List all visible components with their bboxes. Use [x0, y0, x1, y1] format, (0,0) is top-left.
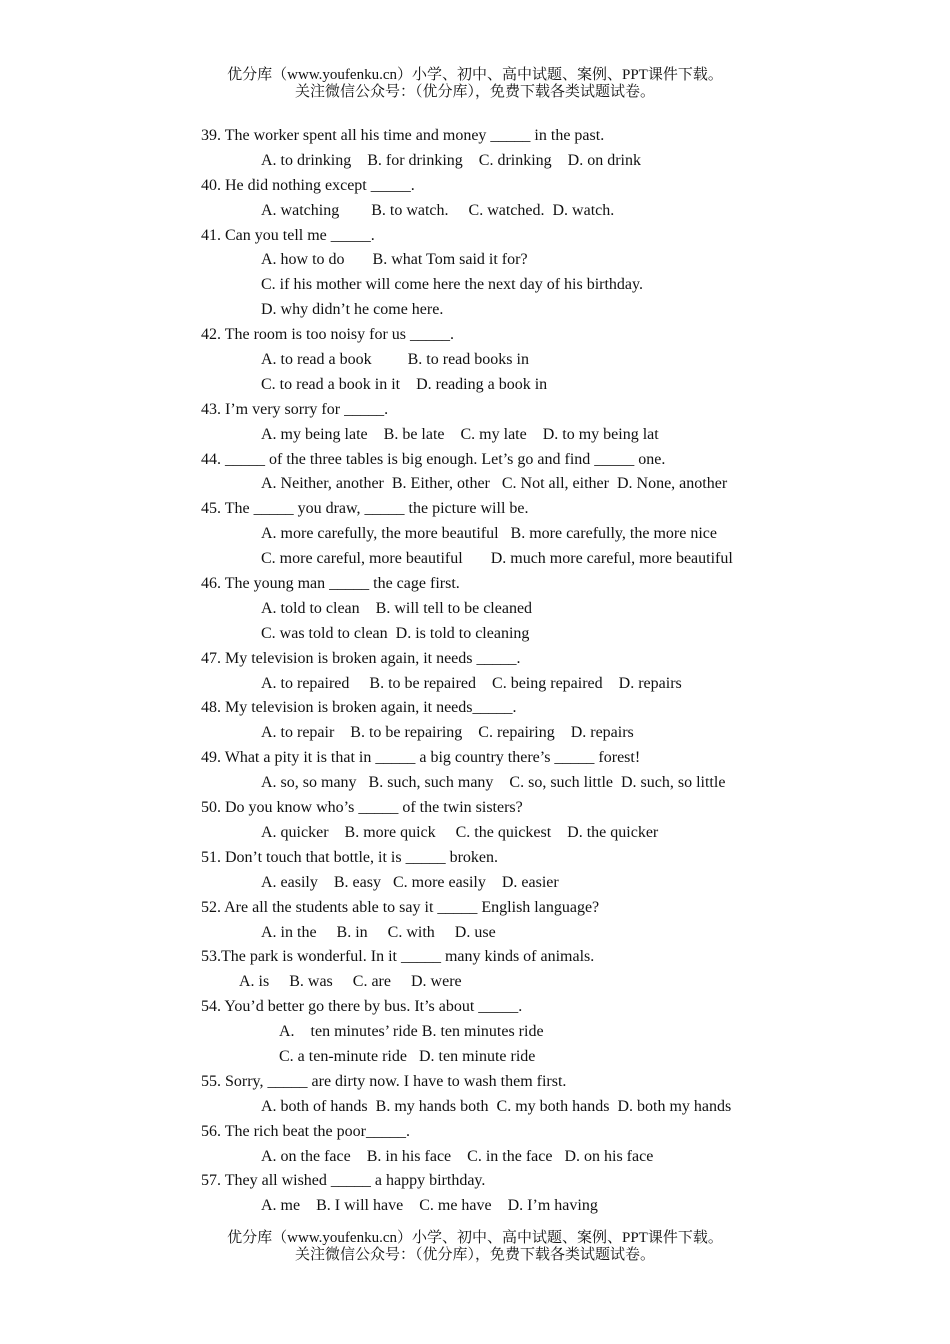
answer-options: A. to repair B. to be repairing C. repairing D. repairs: [261, 724, 634, 742]
answer-options: A. quicker B. more quick C. the quickest D. the quicker: [261, 823, 659, 841]
answer-options: A. on the face B. in his face C. in the face D. on his face: [261, 1147, 654, 1165]
question-stem: 55. Sorry, _____ are dirty now. I have to wash them first.: [201, 1072, 567, 1090]
question-stem: 42. The room is too noisy for us _____.: [201, 326, 455, 344]
answer-options: A. so, so many B. such, such many C. so, such little D. such, so little: [261, 774, 726, 792]
answer-options: D. why didn’t he come here.: [261, 301, 444, 319]
answer-options: A. told to clean B. will tell to be cleaned: [261, 599, 533, 617]
question-stem: 54. You’d better go there by bus. It’s about _____.: [201, 998, 523, 1016]
answer-options: A. to drinking B. for drinking C. drinking D. on drink: [261, 151, 641, 169]
answer-options: A. watching B. to watch. C. watched. D. watch.: [261, 201, 615, 219]
answer-options: C. if his mother will come here the next day of his birthday.: [261, 276, 643, 294]
question-stem: 49. What a pity it is that in _____ a big country there’s _____ forest!: [201, 749, 641, 767]
question-stem: 53.The park is wonderful. In it _____ many kinds of animals.: [201, 948, 595, 966]
question-stem: 51. Don’t touch that bottle, it is _____ broken.: [201, 848, 499, 866]
answer-options: C. was told to clean D. is told to cleaning: [261, 624, 530, 642]
footer-line-1: 优分库（www.youfenku.cn）小学、初中、高中试题、案例、PPT课件下载。: [227, 1230, 723, 1246]
footer-line-2: 关注微信公众号：（优分库），免费下载各类试题试卷。: [294, 1247, 655, 1263]
question-stem: 45. The _____ you draw, _____ the picture will be.: [201, 500, 529, 518]
answer-options: A. how to do B. what Tom said it for?: [261, 251, 528, 269]
question-stem: 52. Are all the students able to say it _____ English language?: [201, 898, 600, 916]
question-list: [201, 124, 841, 1219]
question-stem: 44. _____ of the three tables is big enough. Let’s go and find _____ one.: [201, 450, 666, 468]
answer-options: A. Neither, another B. Either, other C. Not all, either D. None, another: [261, 475, 728, 493]
answer-options: C. more careful, more beautiful D. much more careful, more beautiful: [261, 550, 733, 568]
question-stem: 48. My television is broken again, it needs_____.: [201, 699, 517, 717]
header-line-2: 关注微信公众号：（优分库），免费下载各类试题试卷。: [294, 84, 655, 100]
answer-options: C. a ten-minute ride D. ten minute ride: [279, 1047, 536, 1065]
header-line-1: 优分库（www.youfenku.cn）小学、初中、高中试题、案例、PPT课件下载。: [227, 67, 723, 83]
question-stem: 46. The young man _____ the cage first.: [201, 575, 460, 593]
answer-options: A. both of hands B. my hands both C. my both hands D. both my hands: [261, 1097, 732, 1115]
answer-options: A. in the B. in C. with D. use: [261, 923, 496, 941]
answer-options: A. is B. was C. are D. were: [239, 973, 462, 991]
question-stem: 40. He did nothing except _____.: [201, 176, 415, 194]
answer-options: A. ten minutes’ ride B. ten minutes ride: [279, 1023, 544, 1041]
page-footer: [0, 1230, 950, 1264]
question-stem: 57. They all wished _____ a happy birthday.: [201, 1172, 486, 1190]
answer-options: A. me B. I will have C. me have D. I’m having: [261, 1197, 598, 1215]
question-stem: 50. Do you know who’s _____ of the twin sisters?: [201, 799, 523, 817]
answer-options: A. to read a book B. to read books in: [261, 351, 529, 369]
question-stem: 41. Can you tell me _____.: [201, 226, 375, 244]
answer-options: A. my being late B. be late C. my late D. to my being lat: [261, 425, 659, 443]
question-stem: 39. The worker spent all his time and money _____ in the past.: [201, 127, 605, 144]
question-stem: 43. I’m very sorry for _____.: [201, 400, 389, 418]
page-header: [0, 67, 950, 101]
answer-options: A. to repaired B. to be repaired C. being repaired D. repairs: [261, 674, 682, 692]
answer-options: C. to read a book in it D. reading a book in: [261, 375, 548, 393]
question-stem: 56. The rich beat the poor_____.: [201, 1122, 410, 1140]
question-stem: 47. My television is broken again, it needs _____.: [201, 649, 521, 667]
answer-options: A. easily B. easy C. more easily D. easier: [261, 873, 559, 891]
answer-options: A. more carefully, the more beautiful B. more carefully, the more nice: [261, 525, 717, 543]
